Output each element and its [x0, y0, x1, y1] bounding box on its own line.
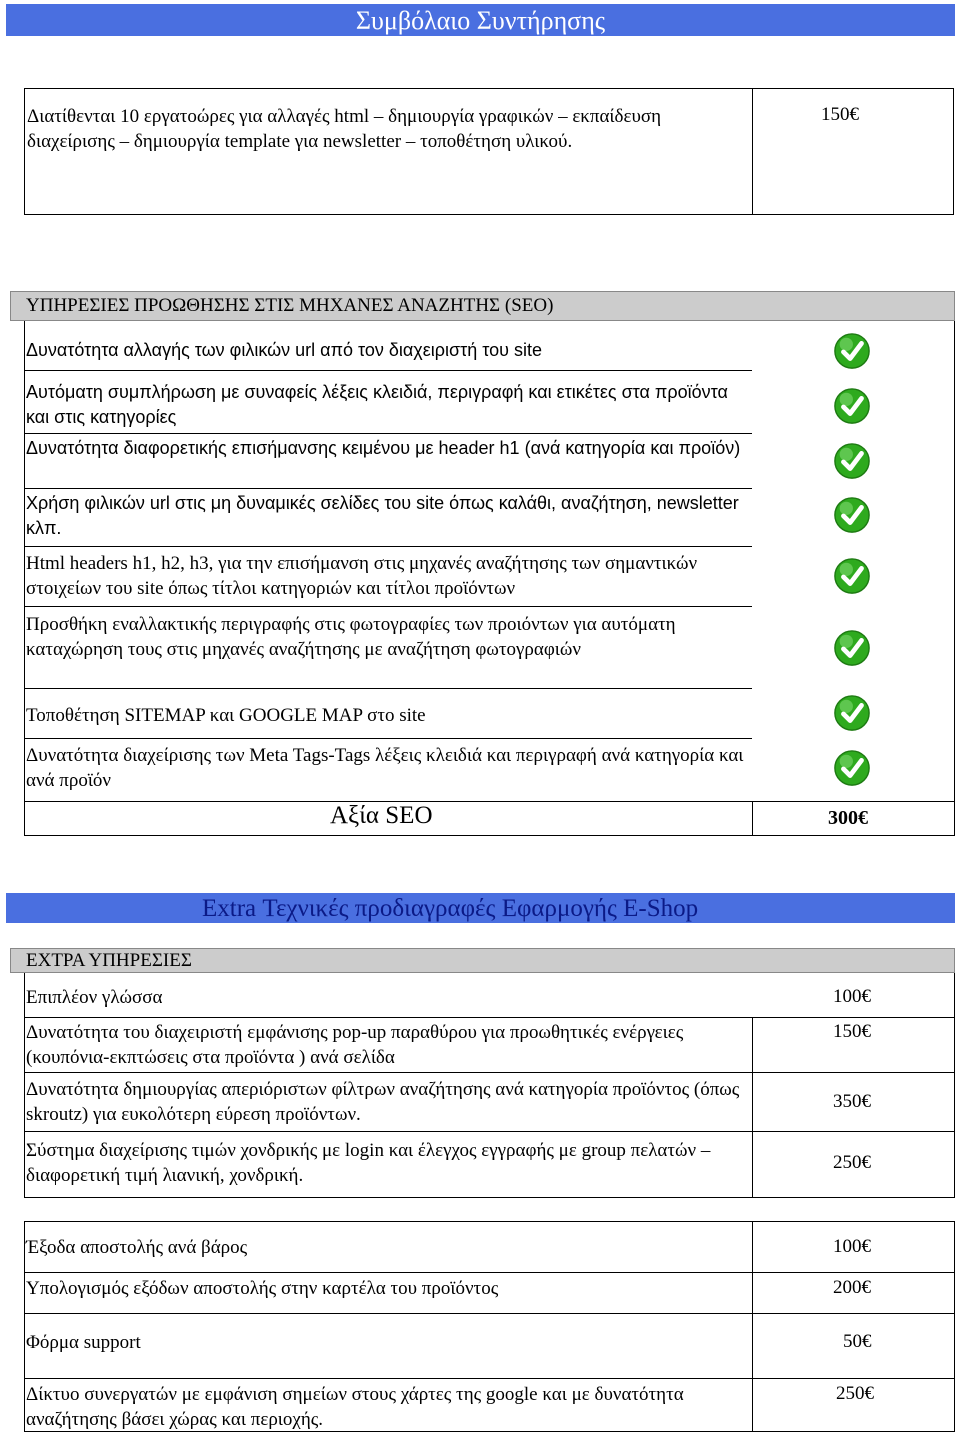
- extra-item-text: Δυνατότητα του διαχειριστή εμφάνισης pop-up παραθύρου για προωθητικές ενέργειες (κουπόνια-εκπτώσεις στα προϊόντα ) ανά σελίδα: [26, 1022, 684, 1068]
- seo-item: Χρήση φιλικών url στις μη δυναμικές σελίδες του site όπως καλάθι, αναζήτηση, newsletter κλπ.: [26, 493, 739, 538]
- shipping-item-price: 250€: [836, 1383, 874, 1404]
- shipping-item-price: 50€: [843, 1331, 872, 1352]
- extra-item-price: 100€: [833, 986, 871, 1007]
- shipping-item-text: Υπολογισμός εξόδων αποστολής στην καρτέλα του προϊόντος: [26, 1278, 499, 1299]
- shipping-item-text: Δίκτυο συνεργατών με εμφάνιση σημείων στους χάρτες της google και με δυνατότητα αναζήτησης βάσει χώρας και περιοχής.: [26, 1384, 684, 1430]
- page-title: Συμβόλαιο Συντήρησης: [355, 6, 606, 35]
- extra-item-text: Σύστημα διαχείρισης τιμών χονδρικής με login και έλεγχος εγγραφής με group πελατών – διαφορετική τιμή λιανική, χονδρική.: [26, 1140, 711, 1186]
- seo-item: Html headers h1, h2, h3, για την επισήμανση στις μηχανές αναζήτησης των σημαντικών στοιχείων του site όπως τίτλοι κατηγοριών και τίτλοι προϊόντων: [26, 553, 698, 599]
- seo-value-price: 300€: [828, 807, 868, 829]
- shipping-item-text: Φόρμα support: [26, 1332, 141, 1353]
- extra-item-price: 350€: [833, 1091, 871, 1112]
- seo-item: Δυνατότητα αλλαγής των φιλικών url από τον διαχειριστή του site: [26, 340, 542, 360]
- green-check-icon: [833, 694, 871, 732]
- seo-item: Τοποθέτηση SITEMAP και GOOGLE MAP στο site: [26, 705, 426, 726]
- extra-item-price: 250€: [833, 1152, 871, 1173]
- extra-item-text: Επιπλέον γλώσσα: [26, 987, 163, 1008]
- green-check-icon: [833, 629, 871, 667]
- extra-banner-title: Extra Τεχνικές προδιαγραφές Εφαρμογής E-Shop: [202, 895, 699, 922]
- green-check-icon: [833, 557, 871, 595]
- green-check-icon: [833, 387, 871, 425]
- extra-item-text: Δυνατότητα δημιουργίας απεριόριστων φίλτρων αναζήτησης ανά κατηγορία προϊόντος (όπως skroutz) για ευκολότερη εύρεση προϊόντων.: [26, 1079, 740, 1125]
- green-check-icon: [833, 496, 871, 534]
- seo-item: Αυτόματη συμπλήρωση με συναφείς λέξεις κλειδιά, περιγραφή και ετικέτες στα προϊόντα και στις κατηγορίες: [26, 382, 728, 427]
- shipping-item-price: 200€: [833, 1277, 871, 1298]
- green-check-icon: [833, 332, 871, 370]
- seo-value-label: Αξία SEO: [330, 802, 433, 829]
- extra-item-price: 150€: [833, 1021, 871, 1042]
- seo-heading: ΥΠΗΡΕΣΙΕΣ ΠΡΟΩΘΗΣΗΣ ΣΤΙΣ ΜΗΧΑΝΕΣ ΑΝΑΖΗΤΗΣ (SEO): [26, 295, 554, 316]
- seo-item: Δυνατότητα διαφορετικής επισήμανσης κειμένου με header h1 (ανά κατηγορία και προϊόν): [26, 438, 741, 458]
- seo-item: Δυνατότητα διαχείρισης των Meta Tags-Tags λέξεις κλειδιά και περιγραφή ανά κατηγορία και ανά προϊόν: [26, 745, 744, 791]
- shipping-item-text: Έξοδα αποστολής ανά βάρος: [26, 1237, 248, 1258]
- page-title-banner: [6, 4, 955, 36]
- extra-heading: ΕΧΤΡΑ ΥΠΗΡΕΣΙΕΣ: [26, 950, 192, 971]
- green-check-icon: [833, 442, 871, 480]
- shipping-item-price: 100€: [833, 1236, 871, 1257]
- green-check-icon: [833, 749, 871, 787]
- maintenance-price: 150€: [821, 104, 859, 125]
- seo-item: Προσθήκη εναλλακτικής περιγραφής στις φωτογραφίες των προιόντων για αυτόματη καταχώρηση τους στις μηχανές αναζήτησης με αναζήτηση φωτογραφιών: [26, 614, 676, 660]
- maintenance-text: Διατίθενται 10 εργατοώρες για αλλαγές html – δημιουργία γραφικών – εκπαίδευση διαχείρισης – δημιουργία template για newsletter – τοποθέτηση υλικού.: [27, 106, 662, 152]
